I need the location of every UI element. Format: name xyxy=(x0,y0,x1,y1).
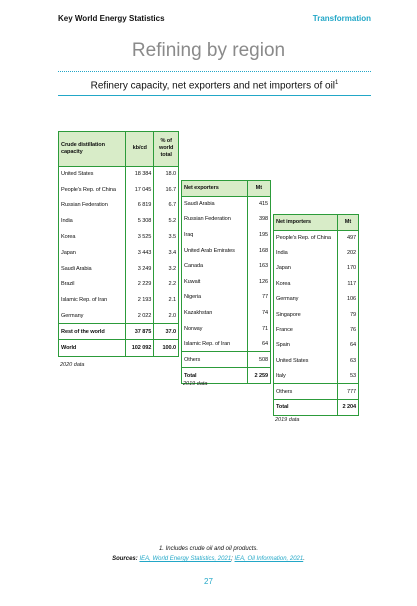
capacity-row-cell-1: 6 819 xyxy=(126,198,154,214)
capacity-header-row-cell-0: Crude distillation capacity xyxy=(59,132,126,166)
importers-row-cell-0: Spain xyxy=(276,342,290,349)
importers-row-cell-1: 170 xyxy=(337,261,358,276)
capacity-row-cell-0: India xyxy=(61,218,73,225)
exporters-total-row-cell-1: 2 259 xyxy=(247,368,270,384)
capacity-row-cell-1: 3 525 xyxy=(126,229,154,245)
sources-label: Sources: xyxy=(112,556,138,562)
importers-row-cell-0: India xyxy=(276,250,288,257)
importers-row-cell-0: Germany xyxy=(276,296,299,303)
exporters-row-cell-1: 64 xyxy=(247,336,270,352)
exporters-row-cell-0: Kuwait xyxy=(184,278,201,285)
importers-total-row-cell-0: Total xyxy=(274,399,337,414)
capacity-row xyxy=(59,292,178,308)
page-number: 27 xyxy=(204,577,213,586)
capacity-row-cell-2: 3.4 xyxy=(154,245,178,261)
page-subtitle xyxy=(58,80,371,91)
importers-others-row xyxy=(274,384,358,399)
importers-row-cell-1: 117 xyxy=(337,276,358,291)
importers-others-row-cell-0: Others xyxy=(274,384,337,399)
capacity-grid xyxy=(59,132,178,356)
document-header-title: Key World Energy Statistics xyxy=(58,14,165,23)
capacity-row xyxy=(59,229,178,245)
capacity-total-row-cell-1: 102 092 xyxy=(126,340,154,356)
page-title: Refining by region xyxy=(131,40,286,61)
importers-row-cell-1: 79 xyxy=(337,307,358,322)
exporters-row-cell-1: 168 xyxy=(247,243,270,259)
importers-row xyxy=(274,322,358,337)
exporters-header-row xyxy=(182,181,270,196)
capacity-header-row-cell-1: kb/cd xyxy=(126,132,154,166)
importers-row-cell-1: 64 xyxy=(337,338,358,353)
capacity-row-cell-0: Japan xyxy=(61,249,76,256)
exporters-row-cell-1: 195 xyxy=(247,227,270,243)
importers-row-cell-1: 202 xyxy=(337,245,358,260)
exporters-header-row-cell-1: Mt xyxy=(247,181,270,196)
sources-line xyxy=(0,556,417,562)
capacity-row-cell-1: 2 229 xyxy=(126,277,154,293)
net-importers-table xyxy=(273,214,359,416)
importers-row-cell-1: 76 xyxy=(337,322,358,337)
importers-row xyxy=(274,245,358,260)
exporters-row-cell-1: 163 xyxy=(247,258,270,274)
exporters-others-row-cell-0: Others xyxy=(182,352,247,368)
importers-row xyxy=(274,338,358,353)
subtitle-text: Refinery capacity, net exporters and net importers of oil xyxy=(90,80,336,92)
capacity-rest-row-cell-2: 37.0 xyxy=(154,324,178,340)
footnote-text: 1. Includes crude oil and oil products. xyxy=(158,546,259,552)
importers-header-row xyxy=(274,215,358,230)
exporters-row-cell-0: Canada xyxy=(184,263,203,270)
importers-row xyxy=(274,307,358,322)
exporters-row-cell-1: 77 xyxy=(247,290,270,306)
exporters-row-cell-0: Iraq xyxy=(184,231,194,238)
source-separator: ; xyxy=(231,556,235,562)
importers-row-cell-1: 497 xyxy=(337,230,358,245)
exporters-header-row-cell-0: Net exporters xyxy=(182,181,247,196)
exporters-row xyxy=(182,243,270,259)
capacity-rest-row-cell-1: 37 875 xyxy=(126,324,154,340)
exporters-row xyxy=(182,258,270,274)
importers-row xyxy=(274,353,358,368)
exporters-row-cell-1: 398 xyxy=(247,212,270,228)
capacity-row-cell-1: 2 022 xyxy=(126,308,154,324)
subtitle-underline xyxy=(58,95,371,96)
capacity-row-cell-1: 18 384 xyxy=(126,166,154,182)
exporters-row xyxy=(182,336,270,352)
capacity-row-cell-2: 18.0 xyxy=(154,166,178,182)
capacity-rest-row xyxy=(59,324,178,340)
net-exporters-table xyxy=(181,180,271,384)
importers-row xyxy=(274,261,358,276)
capacity-row-cell-0: Russian Federation xyxy=(61,202,108,209)
capacity-row-cell-1: 17 045 xyxy=(126,182,154,198)
importers-row-cell-1: 53 xyxy=(337,369,358,384)
exporters-others-row xyxy=(182,352,270,368)
capacity-total-row-cell-2: 100.0 xyxy=(154,340,178,356)
capacity-total-row-cell-0: World xyxy=(59,340,126,356)
exporters-row-cell-0: United Arab Emirates xyxy=(184,247,235,254)
capacity-row-cell-1: 2 193 xyxy=(126,292,154,308)
importers-row-cell-1: 63 xyxy=(337,353,358,368)
exporters-row-cell-0: Norway xyxy=(184,325,203,332)
title-divider xyxy=(58,71,371,72)
exporters-row-cell-0: Nigeria xyxy=(184,294,202,301)
capacity-row xyxy=(59,166,178,182)
capacity-row xyxy=(59,277,178,293)
exporters-row-cell-0: Kazakhstan xyxy=(184,309,213,316)
importers-header-row-cell-1: Mt xyxy=(337,215,358,230)
capacity-header-row xyxy=(59,132,178,166)
capacity-row-cell-2: 3.5 xyxy=(154,229,178,245)
source-link-world-energy-statistics[interactable]: IEA, World Energy Statistics, 2021 xyxy=(139,556,232,562)
capacity-row-cell-0: Islamic Rep. of Iran xyxy=(61,297,108,304)
capacity-row-cell-2: 16.7 xyxy=(154,182,178,198)
importers-row-cell-0: Japan xyxy=(276,265,291,272)
capacity-rest-row-cell-0: Rest of the world xyxy=(59,324,126,340)
capacity-row xyxy=(59,182,178,198)
capacity-row-cell-1: 3 443 xyxy=(126,245,154,261)
importers-header-row-cell-0: Net importers xyxy=(274,215,337,230)
importers-others-row-cell-1: 777 xyxy=(337,384,358,399)
exporters-row xyxy=(182,305,270,321)
exporters-row-cell-0: Saudi Arabia xyxy=(184,201,215,208)
capacity-row-cell-2: 2.2 xyxy=(154,277,178,293)
capacity-row-cell-2: 2.1 xyxy=(154,292,178,308)
importers-row xyxy=(274,369,358,384)
exporters-row xyxy=(182,321,270,337)
capacity-total-row xyxy=(59,340,178,356)
section-name: Transformation xyxy=(312,14,371,23)
capacity-row-cell-0: United States xyxy=(61,171,94,178)
capacity-row xyxy=(59,213,178,229)
capacity-row-cell-1: 3 249 xyxy=(126,261,154,277)
exporters-row-cell-0: Islamic Rep. of Iran xyxy=(184,340,231,347)
importers-row xyxy=(274,276,358,291)
exporters-total-row-cell-0: Total xyxy=(182,368,247,384)
exporters-row xyxy=(182,274,270,290)
capacity-row-cell-0: People's Rep. of China xyxy=(61,186,116,193)
capacity-row xyxy=(59,245,178,261)
importers-row xyxy=(274,292,358,307)
exporters-row-cell-1: 126 xyxy=(247,274,270,290)
importers-total-row xyxy=(274,399,358,414)
exporters-grid xyxy=(182,181,270,383)
capacity-row-cell-1: 5 308 xyxy=(126,213,154,229)
importers-row-cell-0: Italy xyxy=(276,372,286,379)
exporters-row-cell-0: Russian Federation xyxy=(184,216,231,223)
source-end: . xyxy=(303,556,305,562)
exporters-others-row-cell-1: 508 xyxy=(247,352,270,368)
importers-row-cell-1: 106 xyxy=(337,292,358,307)
capacity-table xyxy=(58,131,179,357)
importers-row xyxy=(274,230,358,245)
capacity-header-row-cell-2: % of world total xyxy=(154,132,178,166)
capacity-row-cell-0: Korea xyxy=(61,234,76,241)
importers-row-cell-0: People's Rep. of China xyxy=(276,234,331,241)
importers-grid xyxy=(274,215,358,415)
source-link-oil-information[interactable]: IEA, Oil Information, 2021 xyxy=(234,556,304,562)
net-exporters-table-note: 2019 data xyxy=(183,381,208,387)
capacity-row-cell-0: Brazil xyxy=(61,281,75,288)
capacity-row-cell-2: 5.2 xyxy=(154,213,178,229)
capacity-row xyxy=(59,308,178,324)
importers-total-row-cell-1: 2 204 xyxy=(337,399,358,414)
exporters-row-cell-1: 71 xyxy=(247,321,270,337)
exporters-row-cell-1: 74 xyxy=(247,305,270,321)
capacity-row xyxy=(59,261,178,277)
footnote-marker: 1 xyxy=(335,80,339,86)
exporters-row xyxy=(182,212,270,228)
importers-row-cell-0: Korea xyxy=(276,280,291,287)
capacity-table-note: 2020 data xyxy=(60,362,85,368)
capacity-row-cell-2: 6.7 xyxy=(154,198,178,214)
exporters-row-cell-1: 415 xyxy=(247,196,270,212)
exporters-row xyxy=(182,196,270,212)
net-importers-table-note: 2019 data xyxy=(275,417,300,423)
capacity-row-cell-2: 3.2 xyxy=(154,261,178,277)
exporters-row xyxy=(182,290,270,306)
capacity-row xyxy=(59,198,178,214)
capacity-row-cell-0: Germany xyxy=(61,312,84,319)
exporters-row xyxy=(182,227,270,243)
importers-row-cell-0: France xyxy=(276,327,293,334)
importers-row-cell-0: Singapore xyxy=(276,311,301,318)
capacity-row-cell-2: 2.0 xyxy=(154,308,178,324)
importers-row-cell-0: United States xyxy=(276,357,309,364)
capacity-row-cell-0: Saudi Arabia xyxy=(61,265,92,272)
